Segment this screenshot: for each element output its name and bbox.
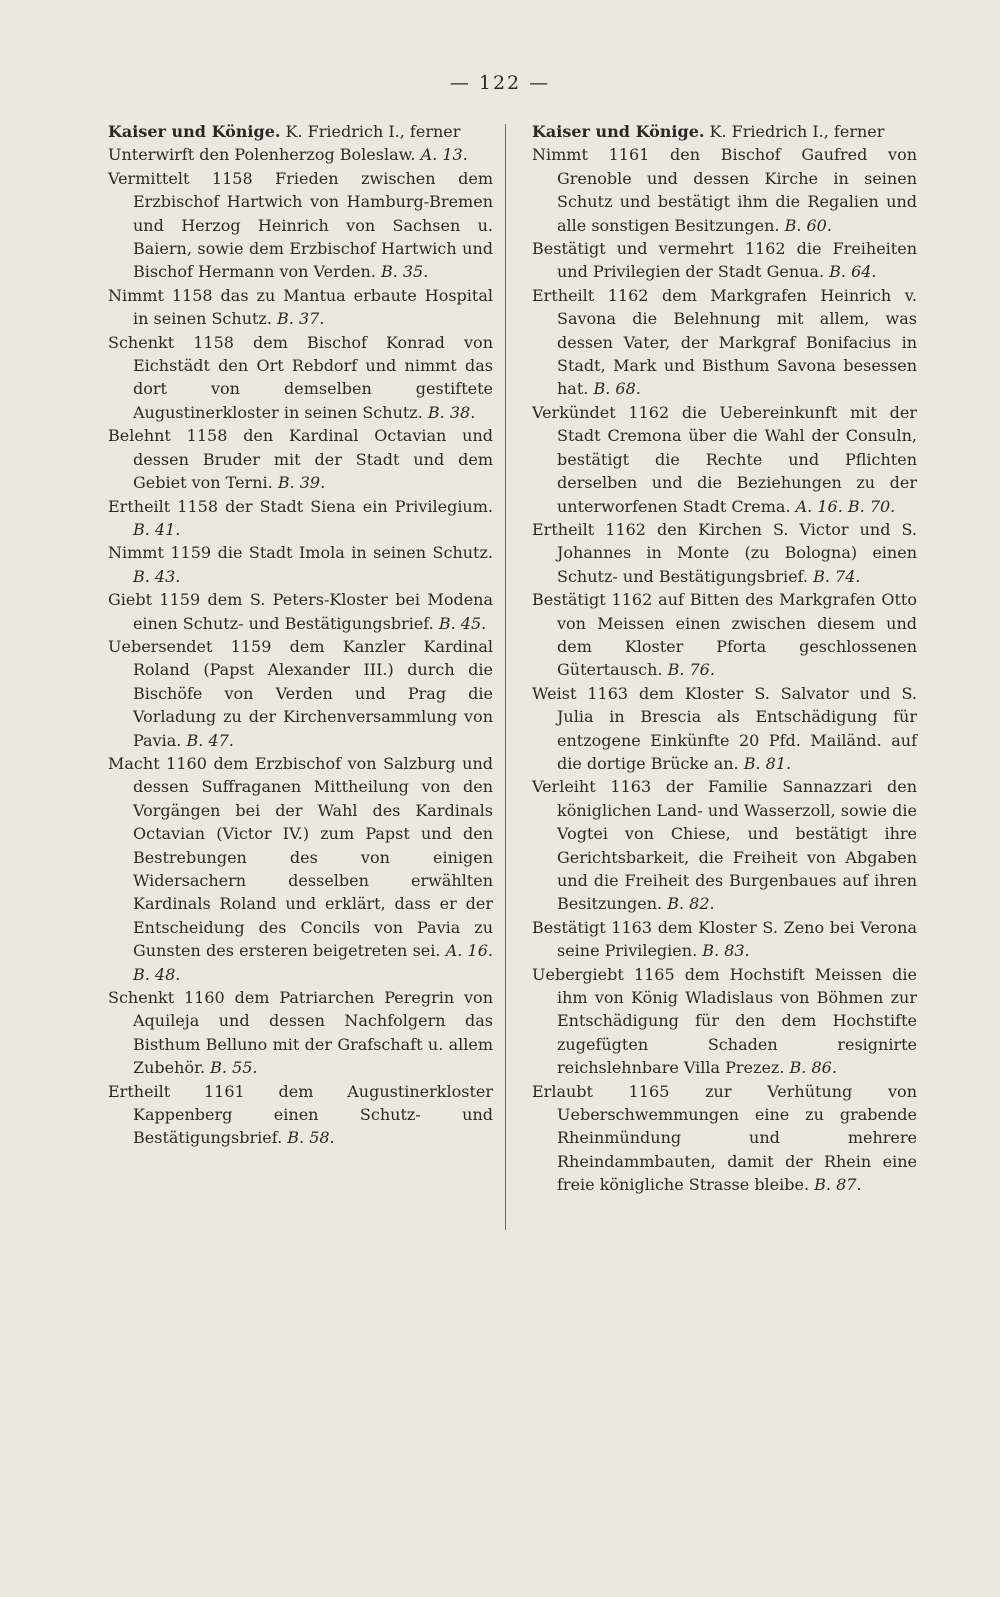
entry-text: Verkündet 1162 die Uebereinkunft mit der Stadt Cremona über die Wahl der Consuln, bestätigt die Rechte und Pflichten derselben und die Beziehungen zu der unterworfenen Stadt Crema. xyxy=(532,402,917,516)
entry-text: Ertheilt 1162 den Kirchen S. Victor und S. Johannes in Monte (zu Bologna) einen Schutz- und Bestätigungsbrief. xyxy=(532,519,917,586)
register-entry xyxy=(532,963,917,1080)
entry-text: Belehnt 1158 den Kardinal Octavian und dessen Bruder mit der Stadt und dem Gebiet von Terni. xyxy=(108,426,493,493)
entry-reference: B. 47. xyxy=(186,730,234,750)
register-entry xyxy=(532,237,917,284)
entry-text: Ertheilt 1158 der Stadt Siena ein Privilegium. xyxy=(108,496,493,516)
entry-reference: B. 38. xyxy=(427,402,476,422)
entry-text: Vermittelt 1158 Frieden zwischen dem Erzbischof Hartwich von Hamburg-Bremen und Herzog Heinrich von Sachsen u. Baiern, sowie dem Erzbischof Hartwich und Bischof Hermann von Verden. xyxy=(108,168,493,282)
register-entry xyxy=(532,518,917,588)
entry-text: Macht 1160 dem Erzbischof von Salzburg und dessen Suffraganen Mittheilung von den Vorgängen bei der Wahl des Kardinals Octavian (Victor IV.) zum Papst und den Bestrebungen des von einigen Widersachern desselben erwählten Kardinals Roland und erklärt, dass er der Entscheidung des Concils von Pavia zu Gunsten des ersteren beigetreten sei. xyxy=(108,753,493,961)
entry-text: Bestätigt und vermehrt 1162 die Freiheiten und Privilegien der Stadt Genua. xyxy=(532,239,917,282)
register-entry xyxy=(108,284,493,331)
right-column xyxy=(532,120,917,1197)
entry-reference: B. 74. xyxy=(813,566,861,586)
left-column xyxy=(108,120,493,1150)
register-entry xyxy=(108,541,493,588)
entry-text: Ertheilt 1161 dem Augustinerkloster Kappenberg einen Schutz- und Bestätigungsbrief. xyxy=(108,1081,493,1148)
entry-reference: A. 13. xyxy=(420,145,468,165)
entry-reference: A. 16. B. 70. xyxy=(795,496,896,516)
entry-text: Unterwirft den Polenherzog Boleslaw. xyxy=(108,145,416,165)
entry-text: Weist 1163 dem Kloster S. Salvator und S. Julia in Brescia als Entschädigung für entzogene Einkünfte 20 Pfd. Mailänd. auf die dortige Brücke an. xyxy=(532,683,917,773)
entry-reference: B. 45. xyxy=(438,613,487,633)
register-entry xyxy=(532,775,917,915)
register-entry xyxy=(108,986,493,1080)
entry-reference: B. 58. xyxy=(287,1128,335,1148)
register-entry xyxy=(108,424,493,494)
entry-text: Uebersendet 1159 dem Kanzler Kardinal Roland (Papst Alexander III.) durch die Bischöfe von Verden und Prag die Vorladung zu der Kirchenversammlung von Pavia. xyxy=(108,636,493,750)
entry-reference: B. 81. xyxy=(743,753,792,773)
register-entry xyxy=(532,682,917,776)
register-entry xyxy=(108,635,493,752)
section-heading-rest: K. Friedrich I., ferner xyxy=(285,122,461,141)
column-header xyxy=(108,120,493,143)
entry-text: Erlaubt 1165 zur Verhütung von Ueberschwemmungen eine zu grabende Rheinmündung und mehrere Rheindammbauten, damit der Rhein eine freie königliche Strasse bleibe. xyxy=(532,1081,917,1195)
register-entry xyxy=(108,752,493,986)
entry-reference: B. 76. xyxy=(667,660,715,680)
entry-text: Nimmt 1159 die Stadt Imola in seinen Schutz. xyxy=(108,543,493,563)
entry-reference: B. 68. xyxy=(593,379,641,399)
entry-list xyxy=(108,143,493,1149)
entry-text: Schenkt 1158 dem Bischof Konrad von Eichstädt den Ort Rebdorf und nimmt das dort von demselben gestiftete Augustinerkloster in seinen Schutz. xyxy=(108,332,493,422)
register-entry xyxy=(108,1080,493,1150)
entry-text: Ertheilt 1162 dem Markgrafen Heinrich v. Savona die Belehnung mit allem, was dessen Vater, der Markgraf Bonifacius in Stadt, Mark und Bisthum Savona besessen hat. xyxy=(532,285,917,399)
entry-reference: B. 43. xyxy=(133,566,181,586)
column-header xyxy=(532,120,917,143)
entry-reference: B. 60. xyxy=(784,215,832,235)
entry-reference: B. 87. xyxy=(814,1175,862,1195)
register-entry xyxy=(532,1080,917,1197)
register-entry xyxy=(532,284,917,401)
entry-text: Uebergiebt 1165 dem Hochstift Meissen die ihm von König Wladislaus von Böhmen zur Entschädigung für den dem Hochstifte zugefügten Schaden resignirte reichslehnbare Villa Prezez. xyxy=(532,964,917,1078)
register-entry xyxy=(108,167,493,284)
section-heading: Kaiser und Könige. xyxy=(532,122,705,141)
entry-text: Giebt 1159 dem S. Peters-Kloster bei Modena einen Schutz- und Bestätigungsbrief. xyxy=(108,590,493,633)
entry-reference: B. 64. xyxy=(829,262,877,282)
entry-reference: B. 82. xyxy=(667,894,715,914)
entry-text: Schenkt 1160 dem Patriarchen Peregrin von Aquileja und dessen Nachfolgern das Bisthum Belluno mit der Grafschaft u. allem Zubehör. xyxy=(108,988,493,1078)
entry-reference: B. 41. xyxy=(133,519,181,539)
entry-text: Nimmt 1161 den Bischof Gaufred von Grenoble und dessen Kirche in seinen Schutz und bestätigt ihm die Regalien und alle sonstigen Besitzungen. xyxy=(532,145,917,235)
register-entry xyxy=(108,588,493,635)
entry-text: Bestätigt 1163 dem Kloster S. Zeno bei Verona seine Privilegien. xyxy=(532,917,917,961)
entry-reference: B. 86. xyxy=(789,1058,837,1078)
entry-text: Verleiht 1163 der Familie Sannazzari den königlichen Land- und Wasserzoll, sowie die Vogtei von Chiese, und bestätigt ihre Gerichtsbarkeit, die Freiheit von Abgaben und die Freiheit des Burgenbaues auf ihren Besitzungen. xyxy=(532,777,917,914)
entry-text: Nimmt 1158 das zu Mantua erbaute Hospital in seinen Schutz. xyxy=(108,285,493,329)
entry-reference: B. 37. xyxy=(277,309,325,329)
register-entry xyxy=(108,143,493,166)
page-number: — 122 — xyxy=(449,72,551,94)
register-entry xyxy=(532,401,917,518)
entry-reference: A. 16. B. 48. xyxy=(133,941,493,984)
register-entry xyxy=(532,588,917,682)
entry-reference: B. 35. xyxy=(380,262,429,282)
register-entry xyxy=(108,331,493,425)
entry-list xyxy=(532,143,917,1196)
entry-reference: B. 55. xyxy=(210,1058,258,1078)
entry-text: Bestätigt 1162 auf Bitten des Markgrafen Otto von Meissen einen zwischen diesem und dem Kloster Pforta geschlossenen Gütertausch. xyxy=(532,590,917,680)
entry-reference: B. 83. xyxy=(702,941,750,961)
section-heading: Kaiser und Könige. xyxy=(108,122,281,141)
register-entry xyxy=(108,495,493,542)
register-entry xyxy=(532,916,917,963)
section-heading-rest: K. Friedrich I., ferner xyxy=(709,122,885,141)
column-divider xyxy=(505,124,506,1230)
register-entry xyxy=(532,143,917,237)
entry-reference: B. 39. xyxy=(277,473,326,493)
